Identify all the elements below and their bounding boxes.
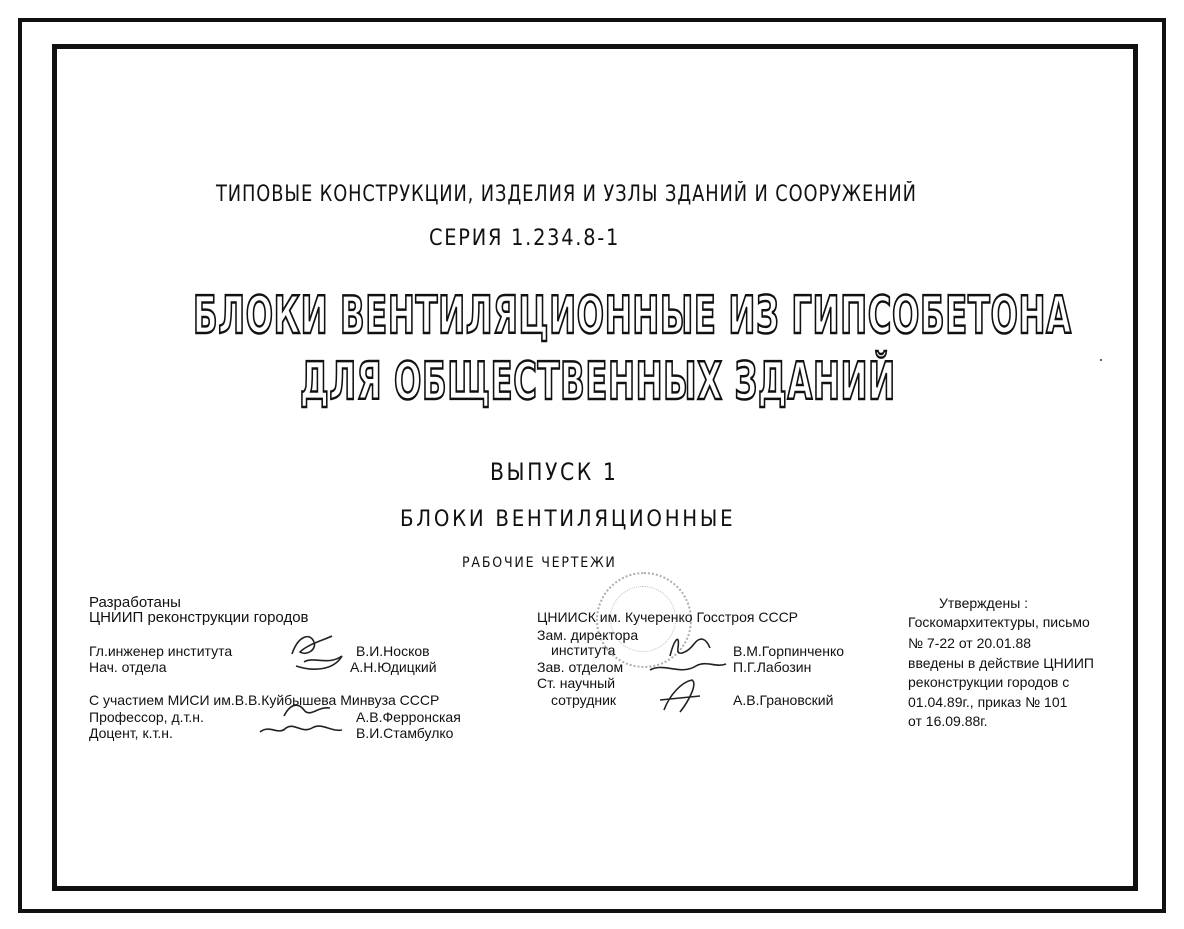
approval-line-4: реконструкции городов с [908,674,1070,690]
doc-type: РАБОЧИЕ ЧЕРТЕЖИ [462,555,617,571]
co-position-2: Зав. отделом [537,659,624,675]
developers-heading: Разработаны [89,594,181,611]
co-name-2: П.Г.Лабозин [733,659,812,675]
dev-position-1: Гл.инженер института [89,643,233,659]
series-heading: ТИПОВЫЕ КОНСТРУКЦИИ, ИЗДЕЛИЯ И УЗЛЫ ЗДАНИЙ И СООРУЖЕНИЙ [216,182,917,207]
approval-line-2: № 7-22 от 20.01.88 [908,635,1032,651]
co-position-1b: института [551,642,616,658]
dev2-name-1: А.В.Ферронская [356,709,461,725]
series-number: СЕРИЯ 1.234.8-1 [429,226,621,251]
developers-org: ЦНИИП реконструкции городов [89,609,309,626]
approval-line-6: от 16.09.88г. [908,713,988,729]
co-position-1a: Зам. директора [537,627,639,643]
co-name-1: В.М.Горпинченко [733,643,845,659]
dev-name-2: А.Н.Юдицкий [350,659,437,675]
signature-ferronskaya [252,696,348,742]
speck [1100,359,1102,361]
dev-position-2: Нач. отдела [89,659,167,675]
issue-label: ВЫПУСК 1 [490,458,619,486]
dev2-position-1: Профессор, д.т.н. [89,709,204,725]
signature-noskov [284,626,356,674]
dev2-name-2: В.И.Стамбулко [356,725,454,741]
approval-line-3: введены в действие ЦНИИП [908,655,1094,671]
main-title-line1: БЛОКИ ВЕНТИЛЯЦИОННЫЕ ИЗ ГИПСОБЕТОНА [193,286,1072,346]
co-name-3: А.В.Грановский [733,692,834,708]
approval-line-5: 01.04.89г., приказ № 101 [908,694,1068,710]
signature-gorpinchenko [640,622,732,722]
co-position-3b: сотрудник [551,692,617,708]
main-title-line2: ДЛЯ ОБЩЕСТВЕННЫХ ЗДАНИЙ [300,352,896,412]
coauthors-org: ЦНИИСК им. Кучеренко Госстроя СССР [537,609,799,625]
dev-name-1: В.И.Носков [356,643,430,659]
co-position-3a: Ст. научный [537,675,616,691]
approval-line-1: Госкомархитектуры, письмо [908,614,1090,630]
participation-line: С участием МИСИ им.В.В.Куйбышева Минвуза СССР [89,692,440,708]
approval-heading: Утверждены : [939,595,1029,611]
dev2-position-2: Доцент, к.т.н. [89,725,173,741]
issue-subtitle: БЛОКИ ВЕНТИЛЯЦИОННЫЕ [400,507,736,532]
